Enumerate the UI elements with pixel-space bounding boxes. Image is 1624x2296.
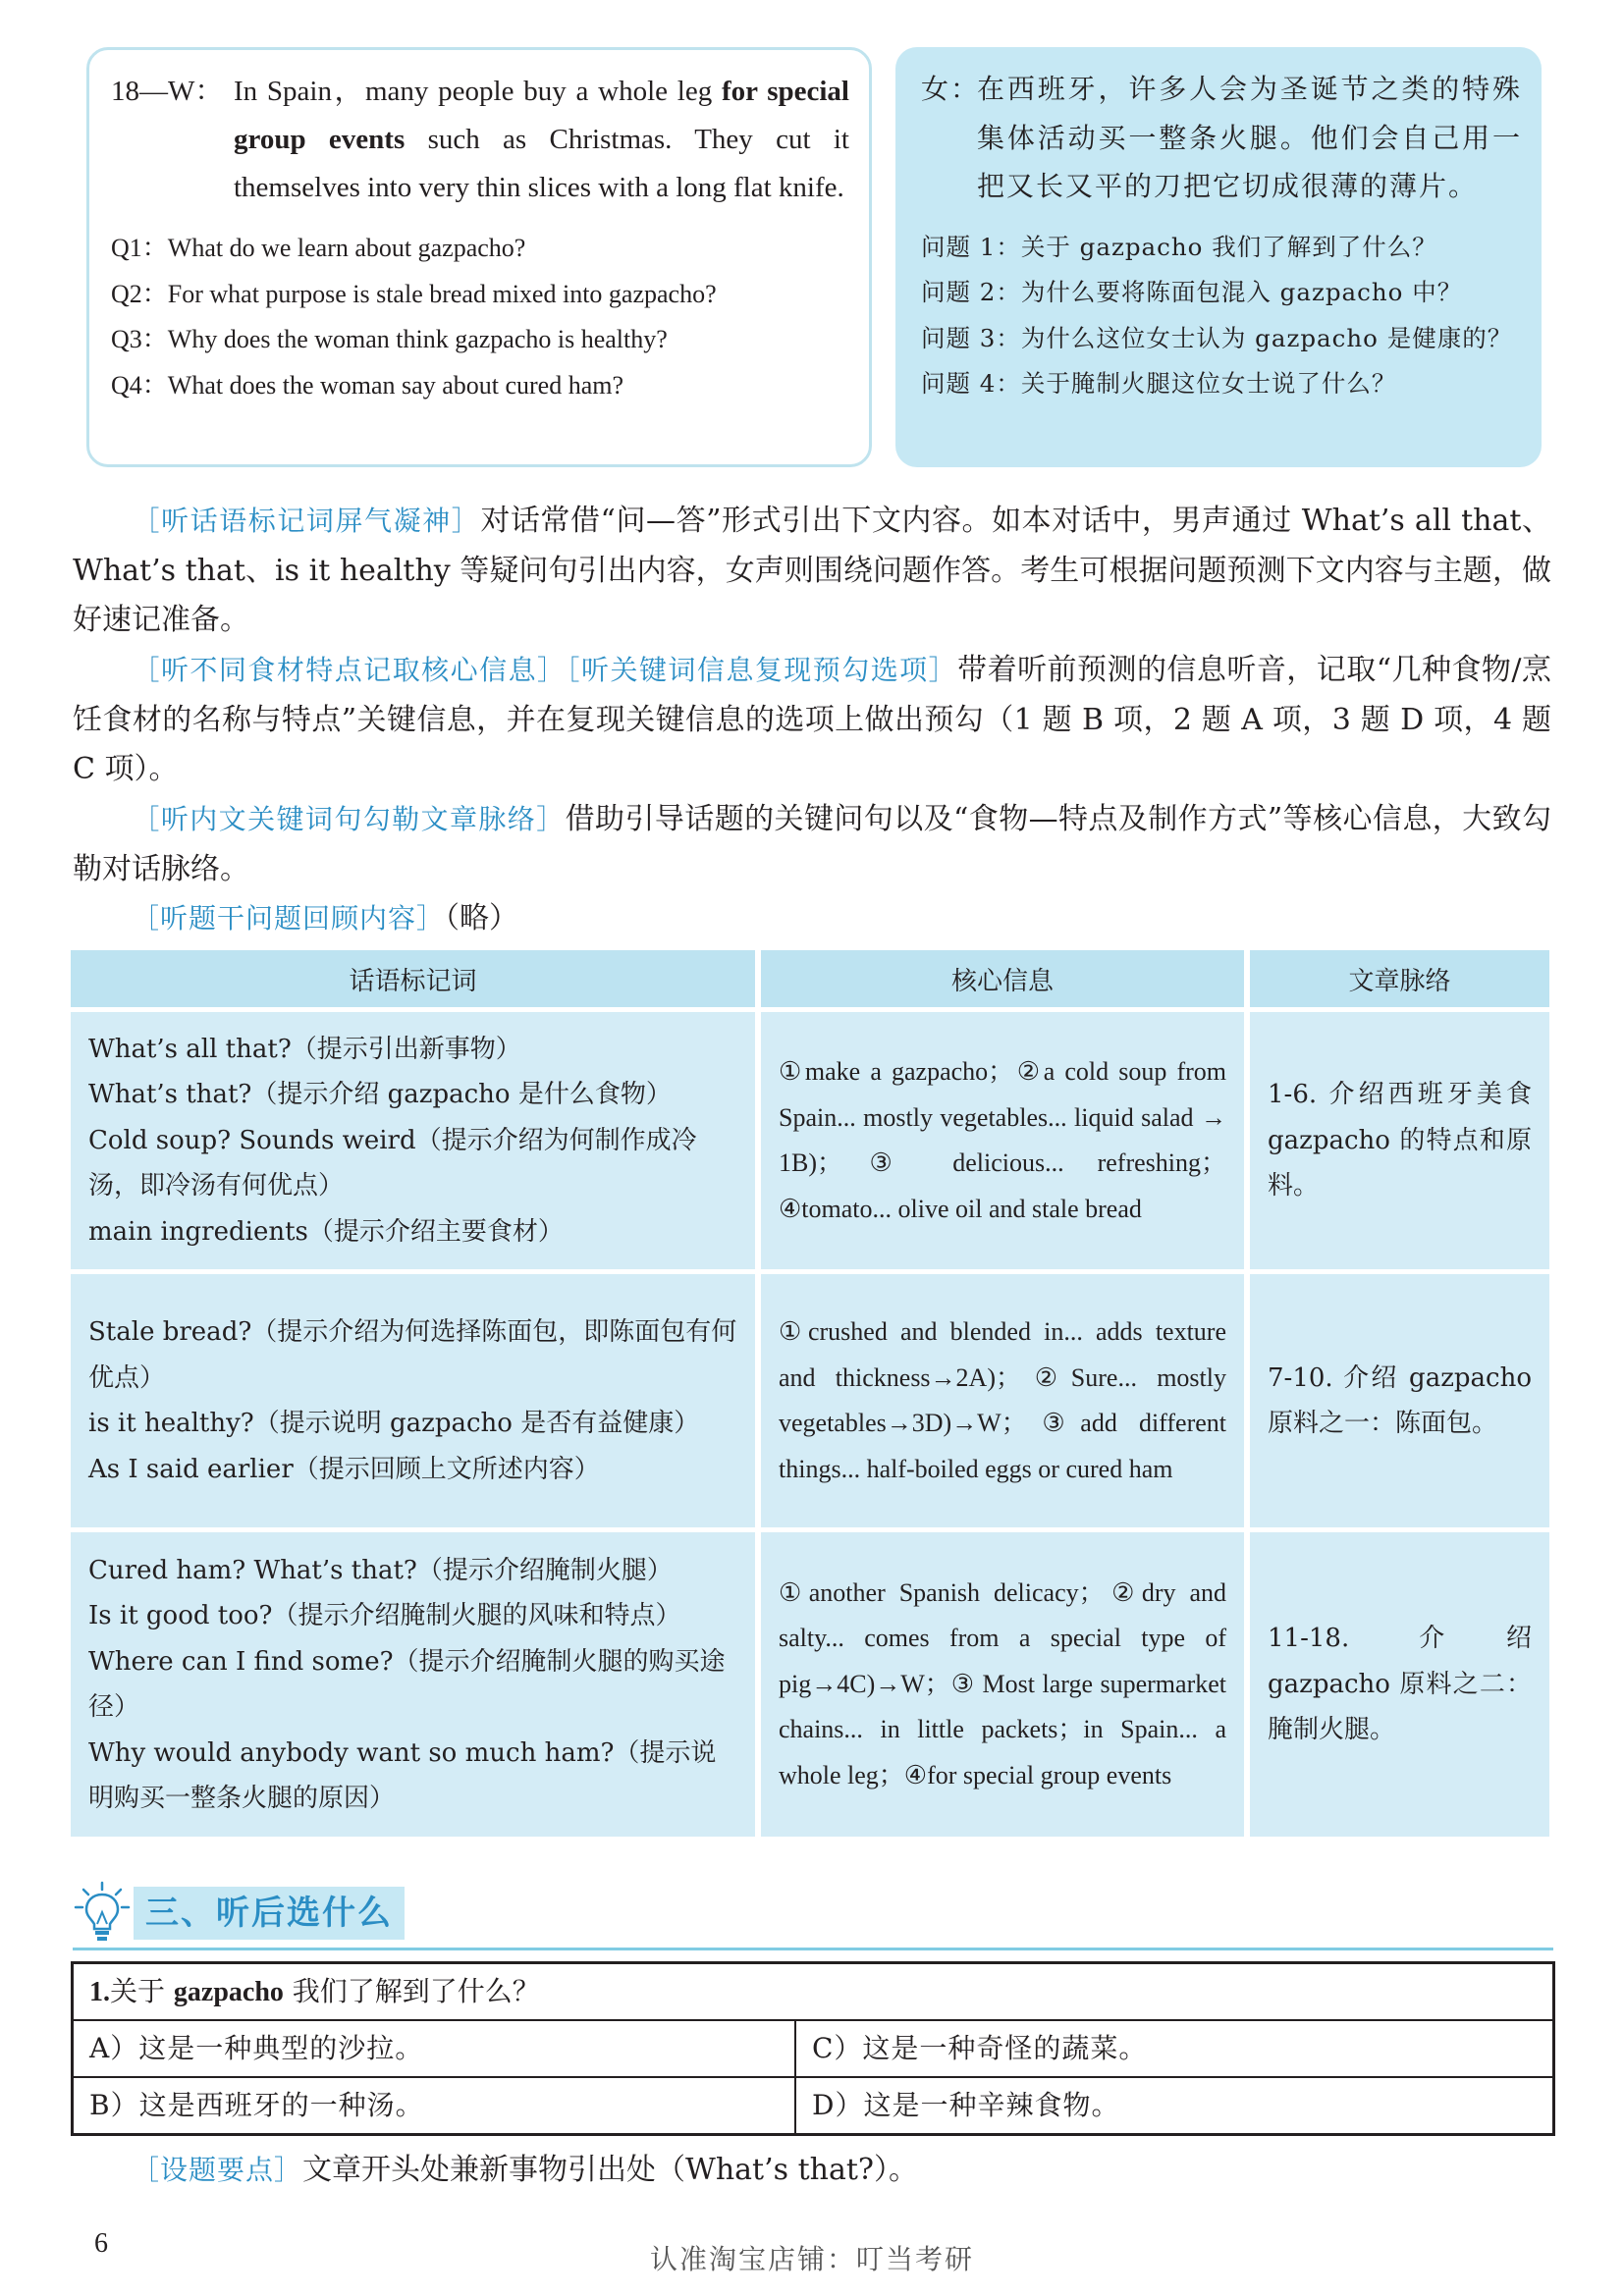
flow-text: 1-6. 介绍西班牙美食 gazpacho 的特点和原料。 xyxy=(1268,1080,1532,1201)
chinese-speaker-line xyxy=(921,65,1522,211)
table-cell-flow xyxy=(1250,1274,1549,1527)
table-cell-core xyxy=(761,1012,1244,1269)
dialogue-text-post: such as Christmas. They cut it themselves into very thin slices with a long flat knife. xyxy=(234,124,849,203)
flow-text: 11-18. 介绍 gazpacho 原料之二：腌制火腿。 xyxy=(1268,1624,1532,1745)
option-c: C）这是一种奇怪的蔬菜。 xyxy=(812,2032,1148,2064)
paragraph-heading: ［听题干问题回顾内容］ xyxy=(132,902,446,934)
table-header: 文章脉络 xyxy=(1250,950,1549,1007)
paragraph-heading: ［听关键词信息复现预勾选项］ xyxy=(566,654,958,686)
option-row xyxy=(74,2076,1552,2133)
section-heading xyxy=(73,1873,1553,1953)
chinese-question-list xyxy=(921,225,1522,407)
marker-line: What’s all that?（提示引出新事物） xyxy=(88,1034,521,1064)
english-dialogue-text xyxy=(234,68,849,212)
question-stem-post: 我们了解到了什么？ xyxy=(283,1975,540,2007)
marker-line: Is it good too?（提示介绍腌制火腿的风味和特点） xyxy=(88,1601,681,1630)
question-stem xyxy=(74,1964,1552,2021)
key-point xyxy=(73,2146,1551,2196)
marker-line: What’s that?（提示介绍 gazpacho 是什么食物） xyxy=(88,1080,672,1110)
paragraph-text: 对话常借“问—答”形式引出下文内容。如本对话中，男声通过 What’s all that、What’s that、is it healthy 等疑问句引出内容，女声则围绕问题作答。考生可根据问题预测下文内容与主题，做好速记准备。 xyxy=(73,504,1551,637)
english-question: Q1：What do we learn about gazpacho? xyxy=(111,234,526,262)
core-text: ①crushed and blended in... adds texture and thickness→2A)；②Sure... mostly vegetables→3D)→W；③add different things... half-boiled eggs or cured ham xyxy=(779,1317,1226,1483)
option-row xyxy=(74,2021,1552,2076)
chinese-dialogue-text: 在西班牙，许多人会为圣诞节之类的特殊集体活动买一整条火腿。他们会自己用一把又长又平的刀把它切成很薄的薄片。 xyxy=(977,73,1522,202)
paragraph-heading: ［听内文关键词句勾勒文章脉络］ xyxy=(132,803,566,835)
section-title: 三、听后选什么 xyxy=(134,1887,405,1940)
english-question: Q4：What does the woman say about cured ham? xyxy=(111,370,624,400)
english-dialogue-box xyxy=(86,47,872,467)
question-table xyxy=(71,1961,1555,2136)
table-cell-markers xyxy=(71,1274,755,1527)
marker-line: As I said earlier（提示回顾上文所述内容） xyxy=(88,1454,600,1484)
table-cell-core xyxy=(761,1274,1244,1527)
paragraph-review xyxy=(73,894,1551,944)
section-divider xyxy=(73,1948,1553,1950)
analysis-table xyxy=(71,950,1553,1837)
table-cell-markers xyxy=(71,1532,755,1837)
marker-line: main ingredients（提示介绍主要食材） xyxy=(88,1216,564,1247)
option-b: B）这是西班牙的一种汤。 xyxy=(74,2078,796,2133)
english-question: Q3：Why does the woman think gazpacho is healthy? xyxy=(111,325,668,353)
marker-line: Cured ham? What’s that?（提示介绍腌制火腿） xyxy=(88,1555,673,1585)
english-question: Q2：For what purpose is stale bread mixed into gazpacho? xyxy=(111,279,717,308)
marker-line: Cold soup? Sounds weird（提示介绍为何制作成冷汤，即冷汤有何优点） xyxy=(88,1125,697,1201)
option-d: D）这是一种辛辣食物。 xyxy=(812,2089,1120,2121)
table-header: 话语标记词 xyxy=(71,950,755,1007)
chinese-question: 问题 3：为什么这位女士认为 gazpacho 是健康的？ xyxy=(921,323,1513,352)
speaker-tag: 18—W： xyxy=(111,76,224,107)
core-text: ①make a gazpacho；②a cold soup from Spain... mostly vegetables... liquid salad → 1B)；③ delicious... refreshing；④tomato... olive oil and stale bread xyxy=(779,1057,1226,1223)
table-header: 核心信息 xyxy=(761,950,1244,1007)
paragraph-heading: ［听不同食材特点记取核心信息］ xyxy=(132,654,567,686)
english-question-list xyxy=(111,226,849,408)
paragraph-text: 借助引导话题的关键问句以及“食物—特点及制作方式”等核心信息，大致勾勒对话脉络。 xyxy=(73,802,1551,886)
option-a: A）这是一种典型的沙拉。 xyxy=(74,2021,796,2076)
paragraph-discourse-markers xyxy=(73,497,1551,646)
table-cell-flow xyxy=(1250,1012,1549,1269)
table-cell-markers xyxy=(71,1012,755,1269)
english-speaker-line xyxy=(111,68,849,212)
core-text: ①another Spanish delicacy；②dry and salty... comes from a special type of pig→4C)→W；③ Most large supermarket chains... in little packets；in Spain... a whole leg；④for special group events xyxy=(779,1577,1226,1789)
dialogue-text-bold: for special group events xyxy=(234,76,849,155)
table-cell-flow xyxy=(1250,1532,1549,1837)
chinese-translation-box xyxy=(895,47,1542,467)
paragraph-core-info xyxy=(73,646,1551,795)
dialogue-text-pre: In Spain，many people buy a whole leg xyxy=(234,76,722,107)
footer-watermark: 认准淘宝店铺：叮当考研 xyxy=(649,2243,974,2275)
page-number: 6 xyxy=(94,2228,108,2259)
flow-text: 7-10. 介绍 gazpacho 原料之一：陈面包。 xyxy=(1268,1362,1532,1438)
marker-line: is it healthy?（提示说明 gazpacho 是否有益健康） xyxy=(88,1409,700,1438)
question-stem-pre: 关于 xyxy=(110,1975,174,2007)
chinese-question: 问题 1：关于 gazpacho 我们了解到了什么？ xyxy=(921,232,1437,261)
chinese-question: 问题 4：关于腌制火腿这位女士说了什么？ xyxy=(921,369,1397,398)
paragraph-outline xyxy=(73,795,1551,894)
lightbulb-icon xyxy=(73,1881,132,1944)
marker-line: Stale bread?（提示介绍为何选择陈面包，即陈面包有何优点） xyxy=(88,1317,737,1393)
paragraph-heading: ［听话语标记词屏气凝神］ xyxy=(132,505,481,537)
question-stem-keyword: gazpacho xyxy=(173,1977,284,2007)
question-number: 1. xyxy=(89,1977,110,2007)
table-cell-core xyxy=(761,1532,1244,1837)
speaker-tag: 女： xyxy=(921,73,981,105)
key-point-text: 文章开头处兼新事物引出处（What’s that?）。 xyxy=(302,2153,918,2187)
marker-line: Where can I find some?（提示介绍腌制火腿的购买途径） xyxy=(88,1646,726,1722)
paragraph-text: （略） xyxy=(445,901,519,935)
paragraph-text: 带着听前预测的信息听音，记取“几种食物/烹饪食材的名称与特点”关键信息，并在复现关键信息的选项上做出预勾（1 题 B 项，2 题 A 项，3 题 D 项，4 题 C 项）。 xyxy=(73,653,1551,786)
chinese-question: 问题 2：为什么要将陈面包混入 gazpacho 中？ xyxy=(921,278,1463,306)
key-point-heading: ［设题要点］ xyxy=(132,2154,303,2186)
marker-line: Why would anybody want so much ham?（提示说明购买一整条火腿的原因） xyxy=(88,1737,717,1813)
